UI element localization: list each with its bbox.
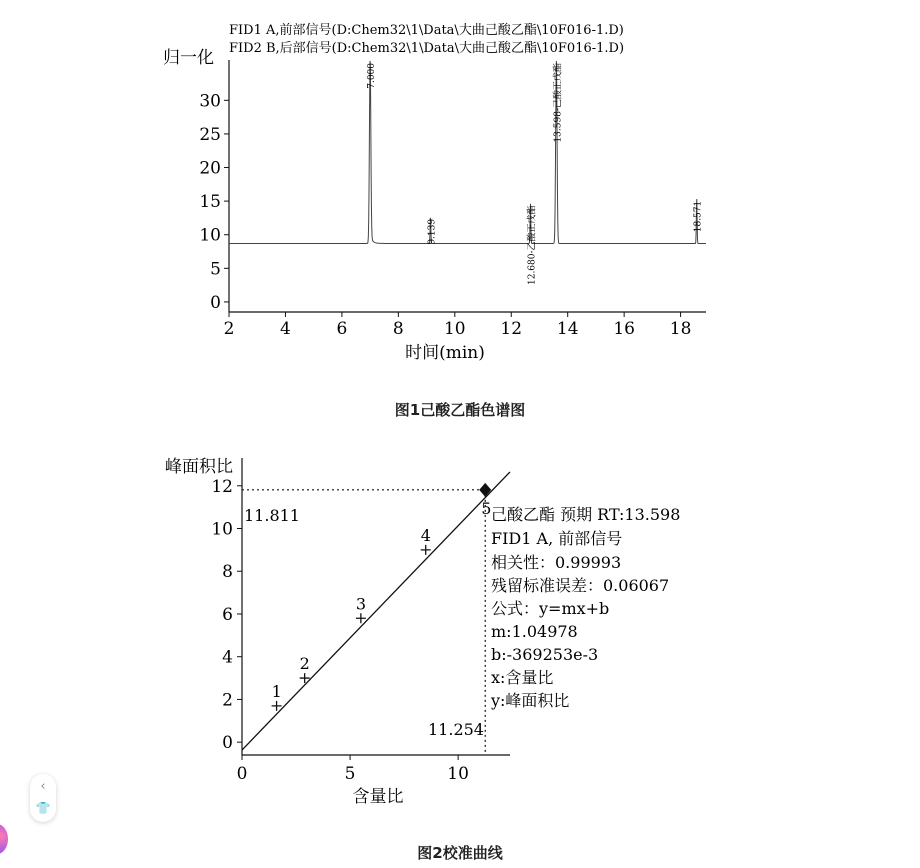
data-point-marker bbox=[421, 545, 431, 555]
y-tick-label: 20 bbox=[199, 158, 221, 179]
y-tick-label: 8 bbox=[222, 562, 233, 583]
x-tick-label: 16 bbox=[613, 319, 635, 339]
x-tick-label: 4 bbox=[280, 319, 291, 339]
data-point-label: 3 bbox=[355, 594, 367, 614]
data-point-label: 5 bbox=[481, 498, 492, 518]
data-point-marker bbox=[479, 483, 491, 497]
data-point-marker bbox=[272, 701, 282, 711]
figure2-caption: 图2校准曲线 bbox=[417, 844, 503, 862]
info-line-4: 残留标准误差：0.06067 bbox=[491, 576, 670, 595]
peak-label: 9.139 bbox=[427, 218, 438, 245]
y-tick-label: 0 bbox=[222, 733, 233, 754]
side-toolbar bbox=[30, 774, 56, 822]
calibration-info bbox=[490, 505, 680, 710]
peak-label: 12.680-乙酸正戊酯 bbox=[527, 205, 538, 286]
peak-label: 7.000 bbox=[367, 63, 378, 89]
info-line-9: y:峰面积比 bbox=[491, 691, 570, 710]
peak-label: 13.598-己酸正戊酯 bbox=[553, 63, 564, 143]
y-tick-label: 12 bbox=[211, 476, 233, 497]
x-tick-label: 10 bbox=[447, 764, 469, 784]
data-point-label: 1 bbox=[271, 681, 282, 701]
x-tick-label: 12 bbox=[500, 319, 523, 339]
shirt-icon[interactable]: 👕 bbox=[35, 801, 51, 815]
y-tick-label: 6 bbox=[222, 604, 233, 625]
x-tick-label: 0 bbox=[236, 764, 248, 784]
ref-x-value-label: 11.254 bbox=[428, 720, 484, 739]
info-line-1: 己酸乙酯 预期 RT:13.598 bbox=[491, 505, 681, 524]
y-axis-label: 归一化 bbox=[163, 48, 214, 68]
info-line-3: 相关性：0.99993 bbox=[491, 553, 622, 572]
x-axis-label: 时间(min) bbox=[405, 343, 485, 363]
info-line-2: FID1 A, 前部信号 bbox=[491, 529, 623, 548]
y-tick-label: 4 bbox=[222, 647, 233, 668]
y-tick-label: 0 bbox=[210, 292, 221, 313]
chromatogram-chart bbox=[0, 0, 920, 390]
x-tick-label: 8 bbox=[392, 319, 404, 339]
y-tick-label: 10 bbox=[211, 519, 233, 540]
x-axis-label: 含量比 bbox=[352, 787, 404, 807]
info-line-7: b:-369253e-3 bbox=[491, 645, 599, 664]
info-line-8: x:含量比 bbox=[491, 668, 554, 687]
x-tick-label: 18 bbox=[669, 319, 692, 339]
legend-line-2: FID2 B,后部信号(D:Chem32\1\Data\大曲己酸乙酯\10F016-1.D) bbox=[229, 41, 625, 56]
peak-label: 18.571 bbox=[693, 200, 704, 233]
y-tick-label: 5 bbox=[210, 259, 221, 280]
info-line-5: 公式：y=mx+b bbox=[491, 599, 610, 618]
calibration-chart bbox=[0, 430, 920, 860]
y-tick-label: 10 bbox=[199, 225, 221, 246]
y-tick-label: 30 bbox=[199, 91, 221, 112]
y-tick-label: 25 bbox=[199, 124, 221, 145]
signal-trace bbox=[229, 61, 706, 244]
x-tick-label: 5 bbox=[344, 764, 356, 784]
data-point-marker bbox=[356, 613, 366, 623]
info-line-6: m:1.04978 bbox=[491, 622, 578, 641]
y-axis-label: 峰面积比 bbox=[165, 457, 233, 477]
x-tick-label: 2 bbox=[223, 319, 235, 339]
x-tick-label: 10 bbox=[443, 319, 466, 339]
legend-line-1: FID1 A,前部信号(D:Chem32\1\Data\大曲己酸乙酯\10F016-1.D) bbox=[229, 23, 624, 38]
figure1-caption: 图1己酸乙酯色谱图 bbox=[394, 401, 526, 419]
x-tick-label: 6 bbox=[336, 319, 348, 339]
ref-y-value-label: 11.811 bbox=[244, 506, 300, 525]
y-tick-label: 15 bbox=[199, 192, 221, 213]
chevron-left-icon[interactable]: ‹ bbox=[40, 779, 46, 794]
x-tick-label: 14 bbox=[556, 319, 579, 339]
data-point-label: 2 bbox=[299, 654, 310, 674]
data-point-label: 4 bbox=[420, 525, 431, 545]
y-tick-label: 2 bbox=[222, 690, 233, 711]
